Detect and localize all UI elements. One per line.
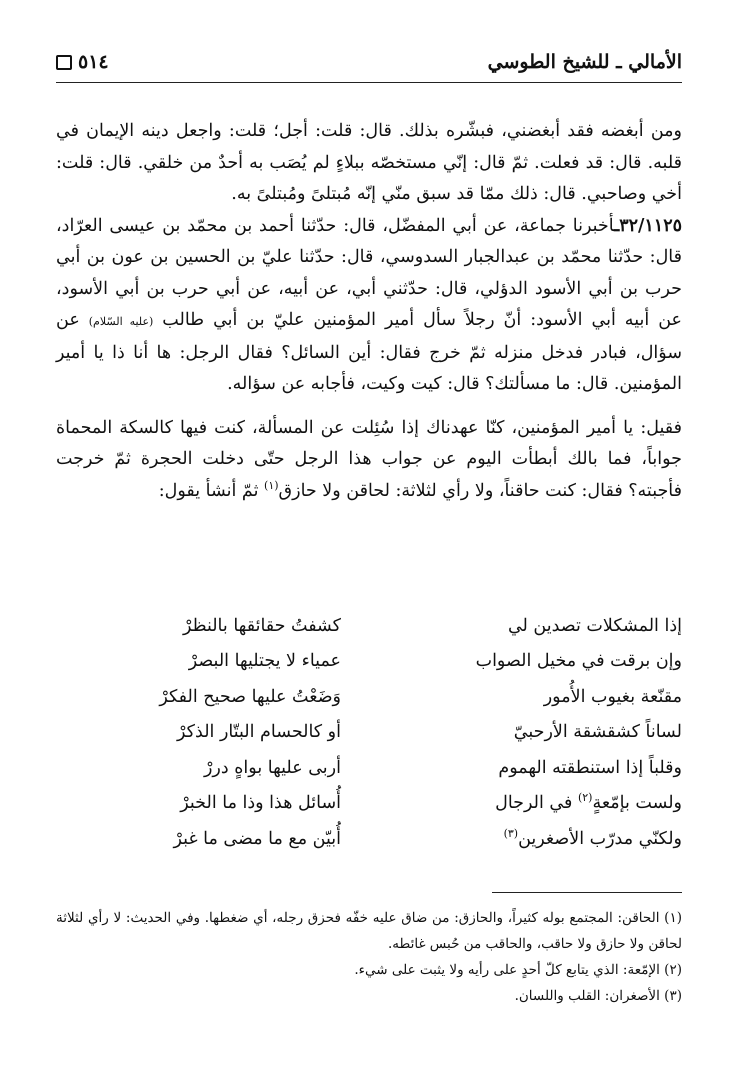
paragraph-3-text-b: ثمّ أنشأ يقول: <box>158 480 259 501</box>
verse-first-half: مقنّعة بغيوب الأُمور <box>543 686 682 707</box>
verse-first-half <box>427 793 682 813</box>
page-header <box>56 42 682 83</box>
footnote-3: (٣) الأصغران: القلب واللسان. <box>514 988 682 1004</box>
verse-text: في الرجال <box>495 793 573 814</box>
verse-second-half: عمياء لا يجتليها البصرْ <box>188 651 341 672</box>
footnote-ref-3: (٣) <box>503 826 519 840</box>
paragraph-2 <box>56 211 682 401</box>
verse-second-half: أو كالحسام البتّار الذكرْ <box>177 722 341 743</box>
verse-second-half: أربى عليها بواهٍ دررْ <box>203 757 341 778</box>
page-number: ٥١٤ <box>78 51 109 73</box>
poem-verse <box>56 821 682 857</box>
verse-text: ولست بإمّعةٍ <box>592 793 682 814</box>
verse-second-half: أُسائل هذا وذا ما الخبرْ <box>180 793 341 814</box>
verse-first-half: وقلباً إذا استنطقته الهموم <box>498 757 682 778</box>
paragraph-2-text-a: أخبرنا جماعة، عن أبي المفضّل، قال: حدّثنا أحمد بن محمّد بن عيسى العرّاد، قال: حدّثنا محمّد بن عبدالجبار السدوسي، قال: حدّثنا عليّ بن الحسين بن عون بن أبي حرب بن أبي الأسود الدؤلي، قال: حدّثني أبي، عن أبيه، عن أبي حرب بن أبي الأسود، عن أبيه أبي الأسود: أنّ رجلاً سأل أمير المؤمنين عليّ بن أبي طالب <box>56 215 682 330</box>
verse-second-half: وَضَعْتُ عليها صحيح الفكرْ <box>159 686 341 707</box>
poem-verse <box>56 715 682 751</box>
verse-second-half: أُبيّن مع ما مضى ما غبرْ <box>173 828 341 849</box>
footnote-1: (١) الحاقن: المجتمع بوله كثيراً، والحازق: من ضاق عليه خفّه فحزق رجله، أي ضغطها. وفي الحديث: لا رأي لثلاثة لحاقن ولا حازق ولا حاقب، والحاقب من حُبس غائطه. <box>56 910 682 952</box>
main-text <box>56 116 682 507</box>
poem-verse <box>56 750 682 786</box>
verse-first-half: إذا المشكلات تصدين لي <box>507 615 682 636</box>
footnotes <box>56 905 682 1009</box>
poem-verse <box>56 786 682 822</box>
paragraph-2-text-b: عن سؤال، فبادر فدخل منزله ثمّ خرج فقال: أين السائل؟ فقال الرجل: ها أنا ذا يا أمير المؤمنين. قال: ما مسألتك؟ قال: كيت وكيت، فأجابه عن سؤاله. <box>56 310 682 394</box>
poem <box>56 608 682 857</box>
hadith-number: ٣٢/١١٢٥ـ <box>614 215 682 236</box>
footnote-ref-2: (٢) <box>577 791 593 805</box>
verse-second-half: كشفتُ حقائقها بالنظرْ <box>182 615 341 636</box>
poem-verse <box>56 608 682 644</box>
paragraph-1: ومن أبغضه فقد أبغضني، فبشّره بذلك. قال: قلت: أجل؛ قلت: واجعل دينه الإيمان في قلبه. قال: قد فعلت. ثمّ قال: إنّي مستخصّه ببلاءٍ لم يُصَب به أحدٌ من خلقي. قال: قلت: أخي وصاحبي. قال: ذلك ممّا قد سبق منّي إنّه مُبتلىً ومُبتلىً به. <box>56 121 682 204</box>
footnote-2: (٢) الإمّعة: الذي يتابع كلّ أحدٍ على رأيه ولا يثبت على شيء. <box>354 962 682 978</box>
verse-first-half: لساناً كشقشقة الأرحبيّ <box>513 722 682 743</box>
paragraph-3 <box>56 413 682 508</box>
verse-first-half <box>427 826 682 849</box>
salutation: (عليه السّلام) <box>88 315 154 328</box>
footnote-ref-1: (١) <box>264 478 279 492</box>
verse-text: ولكنّي مدرّب الأصغرين <box>518 828 682 849</box>
paragraph-3-text-a: فقيل: يا أمير المؤمنين، كنّا عهدناك إذا سُئِلت عن المسألة، كنت فيها كالسكة المحماة جواباً، فما بالك أبطأت اليوم عن جواب هذا الرجل حتّى دخلت الحجرة ثمّ خرجت فأجبته؟ فقال: كنت حاقناً، ولا رأي لثلاثة: لحاقن ولا حازق <box>56 417 682 501</box>
verse-first-half: وإن برقت في مخيل الصواب <box>475 651 682 672</box>
poem-verse <box>56 679 682 715</box>
page-marker-icon <box>56 55 72 70</box>
footnote-divider <box>492 892 682 893</box>
book-title: الأمالي ـ للشيخ الطوسي <box>487 51 682 73</box>
page-number-block <box>56 51 109 73</box>
poem-verse <box>56 644 682 680</box>
